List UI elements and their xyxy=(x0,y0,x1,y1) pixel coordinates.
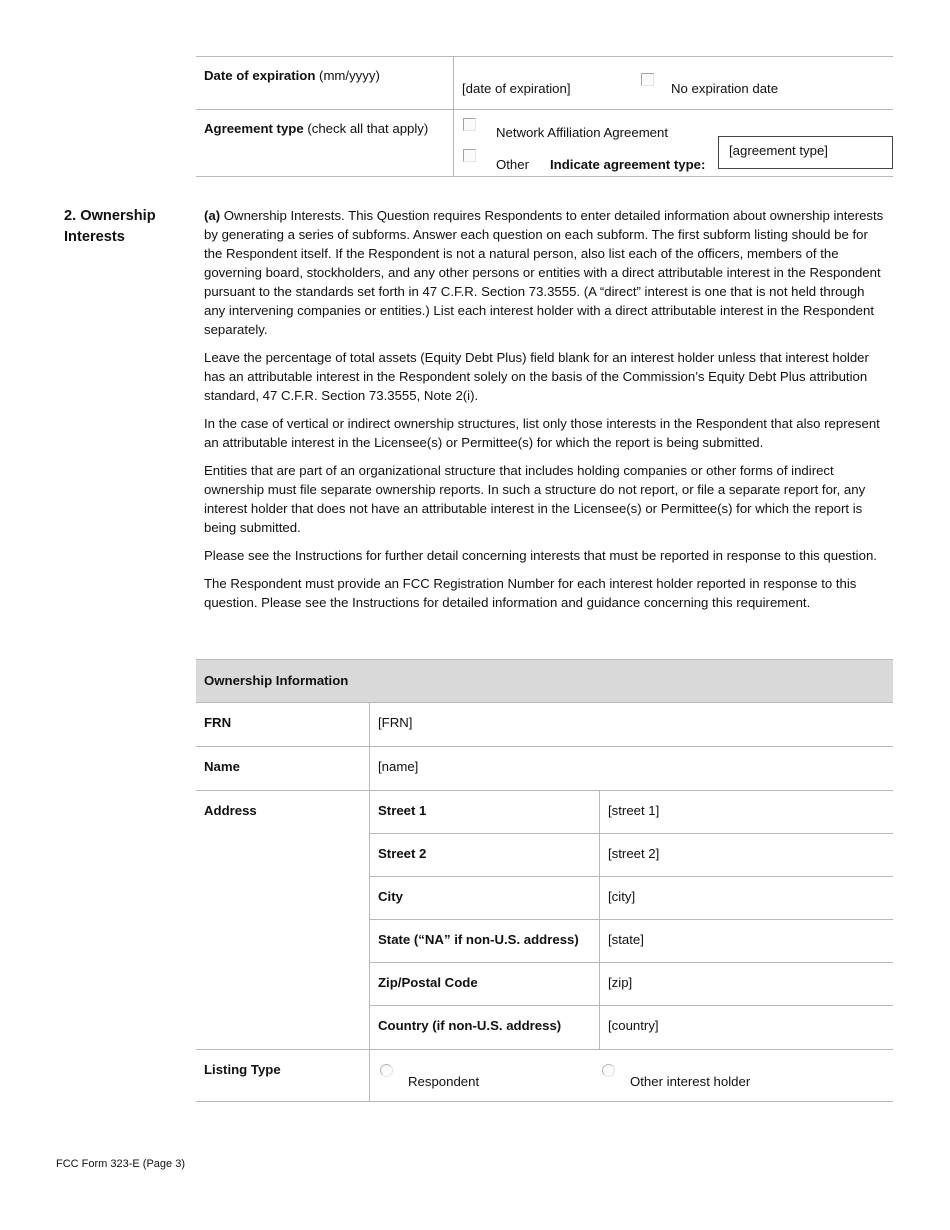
network-affiliation-label: Network Affiliation Agreement xyxy=(496,125,669,140)
instruction-paragraph-3: In the case of vertical or indirect ownership structures, list only those interests in the Respondent that also represent an attributable interest in the Licensee(s) or Permittee(s) for which the report is being submitted. xyxy=(204,416,880,450)
ownership-information-table xyxy=(196,659,893,1102)
state-label: State (“NA” if non-U.S. address) xyxy=(370,920,600,962)
no-expiration-checkbox[interactable] xyxy=(641,73,654,86)
respondent-radio-label: Respondent xyxy=(408,1074,480,1089)
network-affiliation-checkbox[interactable] xyxy=(463,118,476,131)
zip-field[interactable]: [zip] xyxy=(608,975,633,990)
state-field[interactable]: [state] xyxy=(608,932,644,947)
instruction-paragraph-5: Please see the Instructions for further detail concerning interests that must be reported in response to this question. xyxy=(204,548,877,563)
instruction-paragraph-6: The Respondent must provide an FCC Registration Number for each interest holder reported in response to this question. Please see the Instructions for detailed information and guidance concerning this requirement. xyxy=(204,576,857,610)
address-street1-row xyxy=(370,791,893,834)
agreement-details-table xyxy=(196,56,893,177)
ownership-table-header: Ownership Information xyxy=(196,659,893,703)
address-row xyxy=(196,791,893,1050)
no-expiration-label: No expiration date xyxy=(671,81,779,96)
instruction-paragraph-2: Leave the percentage of total assets (Equity Debt Plus) field blank for an interest holder unless that interest holder has an attributable interest in the Respondent solely on the basis of the Commission’s Equity Debt Plus attribution standard, 47 C.F.R. Section 73.3555, Note 2(i). xyxy=(204,350,869,403)
frn-label: FRN xyxy=(196,703,370,746)
street2-label: Street 2 xyxy=(370,834,600,876)
section-2-instructions xyxy=(204,206,886,621)
agreement-type-row xyxy=(196,110,893,177)
address-city-row xyxy=(370,877,893,920)
address-label: Address xyxy=(196,791,370,1049)
expiration-date-field[interactable]: [date of expiration] xyxy=(462,81,571,96)
city-label: City xyxy=(370,877,600,919)
city-field[interactable]: [city] xyxy=(608,889,636,904)
street1-field[interactable]: [street 1] xyxy=(608,803,660,818)
country-field[interactable]: [country] xyxy=(608,1018,659,1033)
indicate-agreement-label: Indicate agreement type: xyxy=(550,157,706,172)
listing-type-row xyxy=(196,1050,893,1102)
expiration-label: Date of expiration (mm/yyyy) xyxy=(196,57,454,109)
frn-field[interactable]: [FRN] xyxy=(378,715,413,730)
address-country-row xyxy=(370,1006,893,1049)
form-footer: FCC Form 323-E (Page 3) xyxy=(56,1158,185,1170)
instruction-paragraph-1: (a) Ownership Interests. This Question requires Respondents to enter detailed information about ownership interests by generating a series of subforms. Answer each question on each subform. The first subform listing should be for the Respondent itself. If the Respondent is not a natural person, also list each of the officers, members of the governing board, stockholders, and any other persons or entities with a direct attributable interest in the Respondent pursuant to the standards set forth in 47 C.F.R. Section 73.3555. (A “direct” interest is one that is not held through any intervening companies or entities.) List each interest holder with a direct attributable interest in the Respondent separately. xyxy=(204,208,884,337)
address-state-row xyxy=(370,920,893,963)
address-zip-row xyxy=(370,963,893,1006)
name-field[interactable]: [name] xyxy=(378,759,419,774)
expiration-row xyxy=(196,56,893,110)
other-interest-holder-radio[interactable] xyxy=(602,1064,615,1077)
respondent-radio[interactable] xyxy=(380,1064,393,1077)
street1-label: Street 1 xyxy=(370,791,600,833)
name-row xyxy=(196,747,893,791)
frn-row xyxy=(196,703,893,747)
other-agreement-checkbox[interactable] xyxy=(463,149,476,162)
address-subtable xyxy=(370,791,893,1049)
other-interest-holder-radio-label: Other interest holder xyxy=(630,1074,751,1089)
listing-type-label: Listing Type xyxy=(196,1050,370,1101)
name-label: Name xyxy=(196,747,370,790)
country-label: Country (if non-U.S. address) xyxy=(370,1006,600,1049)
instruction-paragraph-4: Entities that are part of an organizational structure that includes holding companies or other forms of indirect ownership must file separate ownership reports. In such a structure do not report, or file a separate report for, any interest holder that does not have an attributable interest in the Licensee(s) or Permittee(s) for which the report is being submitted. xyxy=(204,463,866,535)
zip-label: Zip/Postal Code xyxy=(370,963,600,1005)
address-street2-row xyxy=(370,834,893,877)
street2-field[interactable]: [street 2] xyxy=(608,846,660,861)
other-agreement-label: Other xyxy=(496,157,529,172)
section-2-title: 2. Ownership Interests xyxy=(64,208,156,245)
agreement-type-label: Agreement type (check all that apply) xyxy=(196,110,454,176)
agreement-type-input[interactable]: [agreement type] xyxy=(718,136,893,169)
